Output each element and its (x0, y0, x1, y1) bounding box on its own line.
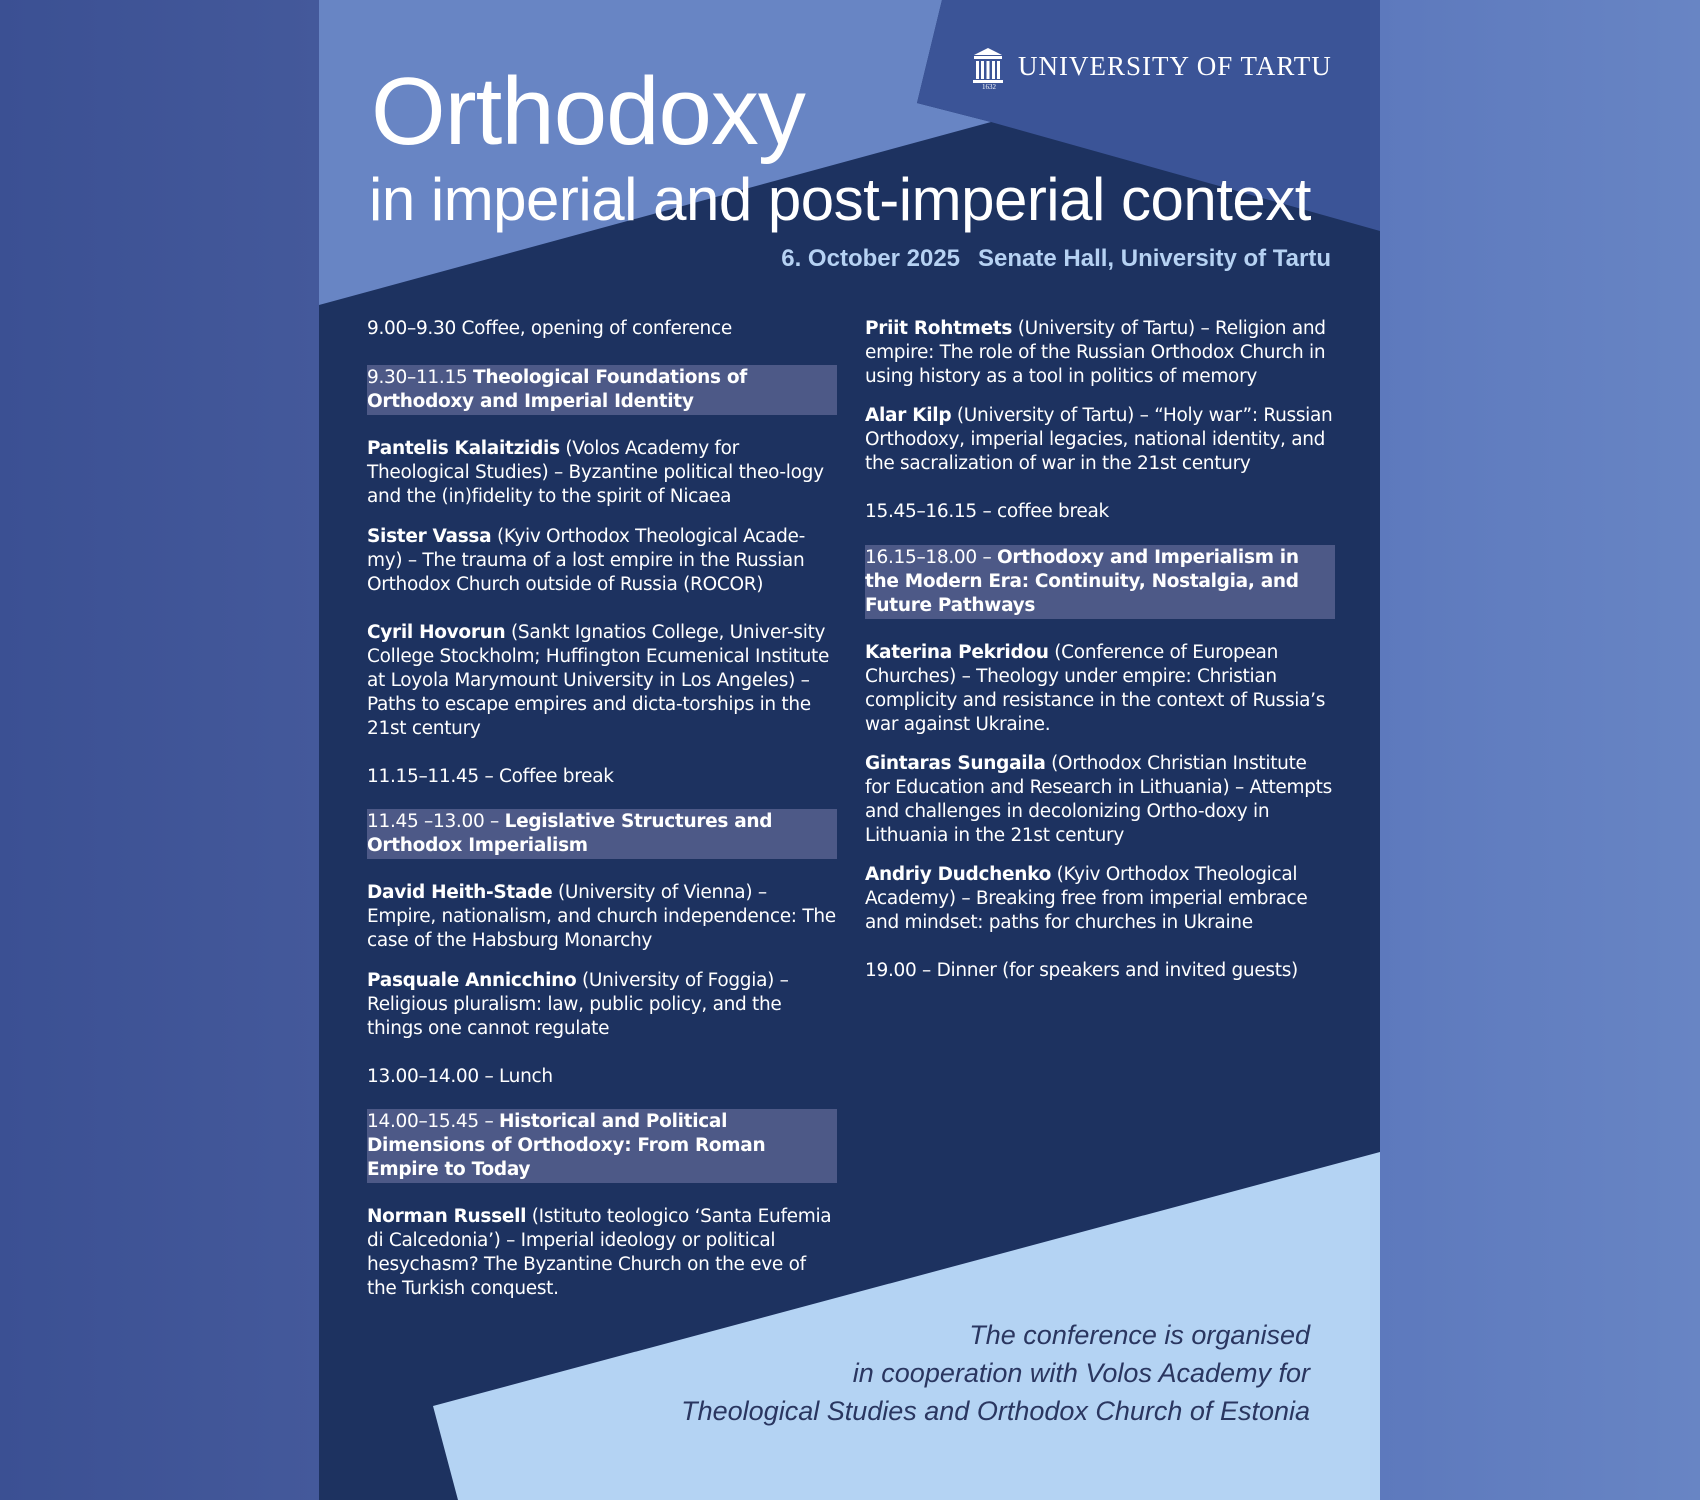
talk-details: (University of Vienna) – Empire, nationalism, and church independence: The case of the Habsburg Monarchy (367, 882, 836, 951)
university-logo (972, 40, 1332, 92)
talk-item (865, 863, 1335, 935)
session-time: 14.00–15.45 – (367, 1111, 494, 1132)
program-right-column (865, 317, 1335, 983)
organiser-note-line: The conference is organised (969, 1320, 1310, 1350)
talk-details: (Conference of European Churches) – Theology under empire: Christian complicity and resistance in the context of Russia’s war against Ukraine. (865, 642, 1326, 735)
talk-details: (Volos Academy for Theological Studies) – Byzantine political theo-logy and the (in)fidelity to the spirit of Nicaea (367, 438, 824, 507)
session-heading (367, 1109, 837, 1183)
speaker-name: Cyril Hovorun (367, 622, 506, 643)
logo-text: UNIVERSITY OF TARTU (1018, 50, 1332, 81)
session-title: Legislative Structures and Orthodox Imperialism (367, 811, 773, 856)
background-left-panel (0, 0, 319, 1500)
talk-item (865, 752, 1335, 848)
talk-item (367, 437, 837, 509)
speaker-name: Sister Vassa (367, 526, 492, 547)
session-title: Theological Foundations of Orthodoxy and Imperial Identity (367, 367, 748, 412)
event-venue: Senate Hall, University of Tartu (978, 245, 1331, 272)
lunch-item: 13.00–14.00 – Lunch (367, 1066, 553, 1087)
talk-item (367, 525, 837, 597)
talk-item (367, 881, 837, 953)
talk-details: (Kyiv Orthodox Theological Acade-my) – The trauma of a lost empire in the Russian Orthodox Church outside of Russia (ROCOR) (367, 526, 805, 595)
dinner-item: 19.00 – Dinner (for speakers and invited guests) (865, 960, 1298, 981)
date-venue-line (781, 245, 1331, 273)
talk-details: (University of Foggia) – Religious pluralism: law, public policy, and the things one cannot regulate (367, 970, 789, 1039)
session-heading (367, 809, 837, 859)
speaker-name: Priit Rohtmets (865, 318, 1013, 339)
organiser-note-line: Theological Studies and Orthodox Church of Estonia (681, 1396, 1310, 1426)
speaker-name: Katerina Pekridou (865, 642, 1049, 663)
session-time: 9.30–11.15 (367, 367, 468, 388)
talk-item (367, 969, 837, 1041)
speaker-name: Alar Kilp (865, 405, 952, 426)
organiser-note-line: in cooperation with Volos Academy for (852, 1358, 1310, 1388)
university-building-icon (972, 46, 1004, 86)
logo-year: 1632 (982, 83, 996, 91)
talk-item (865, 404, 1335, 476)
speaker-name: David Heith-Stade (367, 882, 553, 903)
break-item: 15.45–16.15 – coffee break (865, 501, 1109, 522)
session-time: 16.15–18.00 – (865, 547, 992, 568)
organiser-note (681, 1316, 1310, 1430)
talk-details: (Sankt Ignatios College, Univer-sity College Stockholm; Huffington Ecumenical Institute at Loyola Marymount University in Los Angeles) – Paths to escape empires and dicta-torships in the 21st century (367, 622, 830, 739)
session-heading (865, 545, 1335, 619)
talk-details: (Istituto teologico ‘Santa Eufemia di Calcedonia’) – Imperial ideology or political hesychasm? The Byzantine Church on the eve of the Turkish conquest. (367, 1206, 832, 1299)
talk-item (865, 317, 1335, 389)
poster-subtitle: in imperial and post-imperial context (369, 166, 1311, 233)
poster-title: Orthodoxy (371, 58, 805, 165)
session-heading (367, 365, 837, 415)
speaker-name: Andriy Dudchenko (865, 864, 1052, 885)
talk-item (865, 641, 1335, 737)
session-title: Historical and Political Dimensions of Orthodoxy: From Roman Empire to Today (367, 1111, 766, 1180)
talk-details: (University of Tartu) – Religion and empire: The role of the Russian Orthodox Church in using history as a tool in politics of memory (865, 318, 1326, 387)
session-time: 11.45 –13.00 – (367, 811, 499, 832)
opening-item: 9.00–9.30 Coffee, opening of conference (367, 318, 732, 339)
talk-details: (Orthodox Christian Institute for Education and Research in Lithuania) – Attempts and challenges in decolonizing Ortho-doxy in Lithuania in the 21st century (865, 753, 1332, 846)
speaker-name: Gintaras Sungaila (865, 753, 1046, 774)
program-left-column (367, 317, 837, 1301)
conference-poster (319, 0, 1380, 1500)
speaker-name: Pasquale Annicchino (367, 970, 577, 991)
session-title: Orthodoxy and Imperialism in the Modern Era: Continuity, Nostalgia, and Future Pathways (865, 547, 1299, 616)
talk-item (367, 1205, 837, 1301)
speaker-name: Pantelis Kalaitzidis (367, 438, 560, 459)
talk-item (367, 621, 837, 741)
event-date: 6. October 2025 (781, 245, 961, 272)
talk-details: (University of Tartu) – “Holy war”: Russian Orthodoxy, imperial legacies, national identity, and the sacralization of war in the 21st century (865, 405, 1333, 474)
talk-details: (Kyiv Orthodox Theological Academy) – Breaking free from imperial embrace and mindset: paths for churches in Ukraine (865, 864, 1308, 933)
background-right-panel (1380, 0, 1700, 1500)
break-item: 11.15–11.45 – Coffee break (367, 766, 614, 787)
speaker-name: Norman Russell (367, 1206, 527, 1227)
